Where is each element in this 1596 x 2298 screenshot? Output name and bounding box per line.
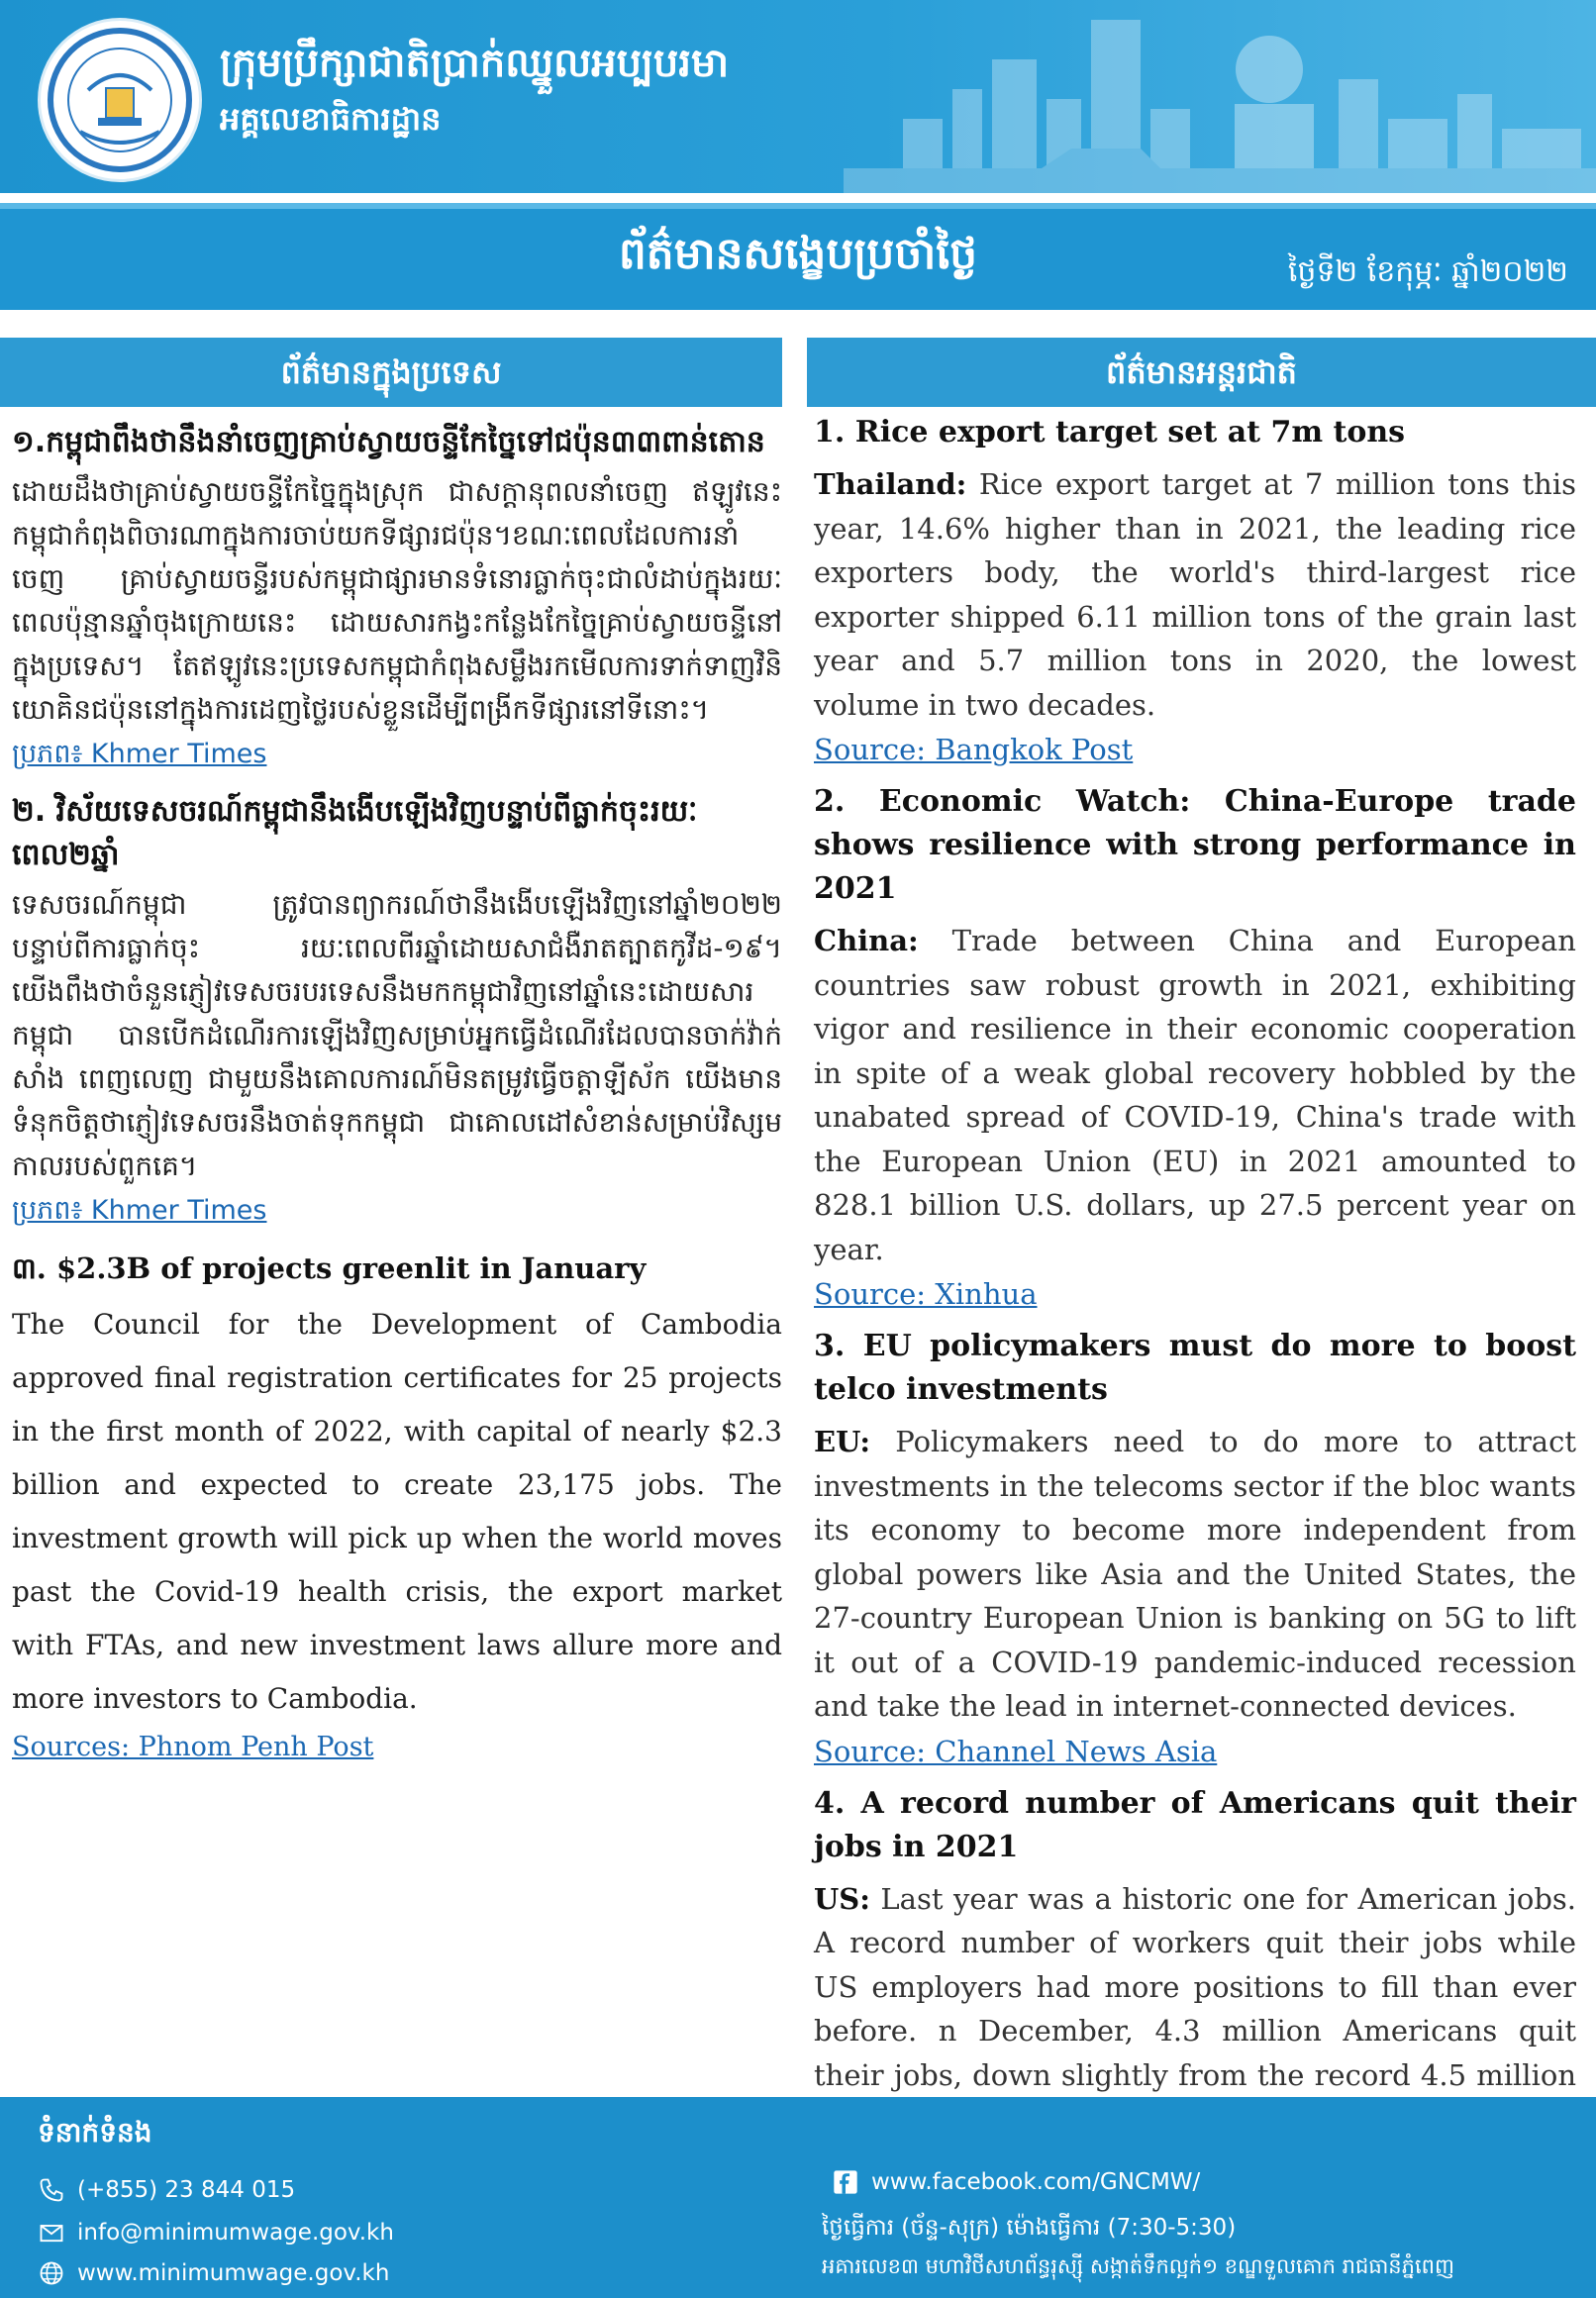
article-source bbox=[814, 1277, 1576, 1311]
article-body: The Council for the Development of Cambodia approved final registration certificates for 25 projects in the first month of 2022, with capital of nearly $2.3 billion and expected to create 23,175 jobs. The investment growth will pick up when the world moves past the Covid-19 health crisis, the export market with FTAs, and new investment laws allure more and more investors to Cambodia. bbox=[12, 1308, 782, 1715]
mail-icon bbox=[38, 2219, 65, 2247]
article-title: 4. A record number of Americans quit their jobs in 2021 bbox=[814, 1785, 1576, 1864]
article-text: Last year was a historic one for American jobs. A record number of workers quit their jobs while US employers had more positions to fill than ever before. n December, 4.3 million Americans quit their jobs, down slightly from the record 4.5 million bbox=[814, 1881, 1576, 2092]
article-title: 1. Rice export target set at 7m tons bbox=[814, 415, 1406, 450]
article-source bbox=[814, 1735, 1576, 1768]
facebook-icon bbox=[832, 2168, 859, 2196]
organization-subtitle: អគ្គលេខាធិការដ្ឋាន bbox=[220, 100, 442, 138]
source-link[interactable]: Source: Bangkok Post bbox=[814, 733, 1134, 766]
source-link[interactable]: ប្រភព៖ Khmer Times bbox=[12, 1195, 267, 1226]
source-link[interactable]: ប្រភព៖ Khmer Times bbox=[12, 739, 267, 769]
article-source bbox=[814, 733, 1576, 766]
article-source bbox=[12, 738, 782, 776]
article-lead: US: bbox=[814, 1881, 870, 1916]
international-news-column bbox=[814, 411, 1576, 2239]
article-text: Rice export target at 7 million tons this year, 14.6% higher than in 2021, the leading rice exporters body, the world's third-largest rice exporter shipped 6.11 million tons of the grain last year and 5.7 million tons in 2020, the lowest volume in two decades. bbox=[814, 467, 1576, 722]
domestic-news-heading: ព័ត៌មានក្នុងប្រទេស bbox=[0, 338, 782, 407]
facebook-url[interactable]: www.facebook.com/GNCMW/ bbox=[871, 2169, 1201, 2195]
office-address bbox=[822, 2253, 1454, 2284]
email-address[interactable]: info@minimumwage.gov.kh bbox=[77, 2220, 394, 2246]
publication-date: ថ្ងៃទី២ ខែកុម្ភៈ ឆ្នាំ២០២២ bbox=[1287, 254, 1568, 289]
working-hours-text: ថ្ងៃធ្វើការ (ច័ន្ទ-សុក្រ) ម៉ោងធ្វើការ (7:30-5:30) bbox=[822, 2215, 1237, 2241]
office-address-text: អគារលេខ៣ មហាវិថីសហព័ន្ធរុស្ស៊ី សង្កាត់ទឹកល្អក់១ ខណ្ឌទួលគោក រាជធានីភ្នំពេញ bbox=[822, 2254, 1454, 2278]
facebook-row bbox=[832, 2168, 1200, 2196]
article-title: ២. វិស័យទេសចរណ៍កម្ពុជានឹងងើបឡើងវិញបន្ទាប់ពីធ្លាក់ចុះរយៈពេល២ឆ្នាំ bbox=[12, 794, 698, 872]
website-row bbox=[38, 2259, 389, 2287]
phone-icon bbox=[38, 2176, 65, 2204]
email-row bbox=[38, 2219, 394, 2247]
council-logo bbox=[38, 18, 202, 182]
article-title: ៣. $2.3B of projects greenlit in January bbox=[12, 1251, 647, 1285]
article-title: 3. EU policymakers must do more to boost telco investments bbox=[814, 1329, 1576, 1407]
source-link[interactable]: Source: Xinhua bbox=[814, 1277, 1038, 1311]
article-lead: China: bbox=[814, 924, 919, 957]
header-banner bbox=[0, 0, 1596, 193]
footer bbox=[0, 2097, 1596, 2298]
article-source bbox=[12, 1194, 782, 1233]
article-text: Policymakers need to do more to attract investments in the telecoms sector if the bloc wants its economy to become more independent from global powers like Asia and the United States, the 27-country European Union is banking on 5G to lift it out of a COVID-19 pandemic-induced recession and take the lead in internet-connected devices. bbox=[814, 1425, 1576, 1723]
source-link[interactable]: Source: Channel News Asia bbox=[814, 1734, 1218, 1768]
article-text: Trade between China and European countries saw robust growth in 2021, exhibiting vigor and resilience in their economic cooperation in spite of a weak global recovery hobbled by the unabated spread of COVID-19, China's trade with the European Union (EU) in 2021 amounted to 828.1 billion U.S. dollars, up 27.5 percent year on year. bbox=[814, 924, 1576, 1266]
working-hours bbox=[822, 2214, 1236, 2247]
article-title: 2. Economic Watch: China-Europe trade shows resilience with strong performance in 2021 bbox=[814, 784, 1576, 906]
city-skyline-illustration bbox=[844, 0, 1596, 193]
international-news-heading: ព័ត៌មានអន្តរជាតិ bbox=[807, 338, 1596, 407]
page-title: ព័ត៌មានសង្ខេបប្រចាំថ្ងៃ bbox=[618, 229, 978, 279]
source-link[interactable]: Sources: Phnom Penh Post bbox=[12, 1732, 374, 1762]
article-body bbox=[814, 1420, 1576, 1729]
article-body: ដោយដឹងថាគ្រាប់ស្វាយចន្ទីកែច្នៃក្នុងស្រុក ជាសក្តានុពលនាំចេញ ឥឡូវនេះកម្ពុជាកំពុងពិចារណាក្នុងការចាប់យកទីផ្សារជប៉ុន។ខណៈពេលដែលការនាំចេញ គ្រាប់ស្វាយចន្ទីរបស់កម្ពុជាផ្សារមានទំនោរធ្លាក់ចុះជាលំដាប់ក្នុងរយៈពេលប៉ុន្មានឆ្នាំចុងក្រោយនេះ ដោយសារកង្វះកន្លែងកែច្នៃគ្រាប់ស្វាយចន្ទីនៅក្នុងប្រទេស។ តែឥឡូវនេះប្រទេសកម្ពុជាកំពុងសម្លឹងរកមើលការទាក់ទាញវិនិយោគិនជប៉ុននៅក្នុងការដេញថ្លៃរបស់ខ្លួនដើម្បីពង្រីកទីផ្សារនៅទីនោះ។ bbox=[12, 475, 782, 726]
globe-icon bbox=[38, 2259, 65, 2287]
phone-number[interactable]: (+855) 23 844 015 bbox=[77, 2177, 296, 2203]
title-band bbox=[0, 203, 1596, 310]
website-url[interactable]: www.minimumwage.gov.kh bbox=[77, 2260, 390, 2286]
emblem-icon bbox=[41, 21, 199, 179]
article-body bbox=[814, 462, 1576, 727]
organization-name: ក្រុមប្រឹក្សាជាតិប្រាក់ឈ្នួលអប្បបរមា bbox=[220, 41, 730, 86]
article-body: ទេសចរណ៍កម្ពុជា ត្រូវបានព្យាករណ៍ថានឹងងើបឡើងវិញនៅឆ្នាំ២០២២ បន្ទាប់ពីការធ្លាក់ចុះ រយៈពេលពីរឆ្នាំដោយសាជំងឺរាតត្បាតកូវីដ-១៩។ យើងពឹងថាចំនួនភ្ញៀវទេសចរបរទេសនឹងមកកម្ពុជាវិញនៅឆ្នាំនេះដោយសារកម្ពុជា បានបើកដំណើរការឡើងវិញសម្រាប់អ្នកធ្វើដំណើរដែលបានចាក់វ៉ាក់សាំង ពេញលេញ ជាមួយនឹងគោលការណ៍មិនតម្រូវធ្វើចត្តាឡីស័ក យើងមានទំនុកចិត្តថាភ្ញៀវទេសចរនឹងចាត់ទុកកម្ពុជា ជាគោលដៅសំខាន់សម្រាប់វិស្សមកាលរបស់ពួកគេ។ bbox=[12, 888, 782, 1182]
article-source bbox=[12, 1732, 782, 1762]
article-lead: Thailand: bbox=[814, 467, 967, 501]
domestic-news-column bbox=[0, 421, 782, 1776]
contact-title: ទំនាក់ទំនង bbox=[38, 2116, 152, 2148]
article-lead: EU: bbox=[814, 1425, 871, 1458]
article-title: ១.កម្ពុជាពឹងថានឹងនាំចេញគ្រាប់ស្វាយចន្ទីកែច្នៃទៅជប៉ុន៣៣ពាន់តោន bbox=[12, 425, 765, 459]
phone-row bbox=[38, 2176, 295, 2204]
article-body bbox=[814, 919, 1576, 1271]
